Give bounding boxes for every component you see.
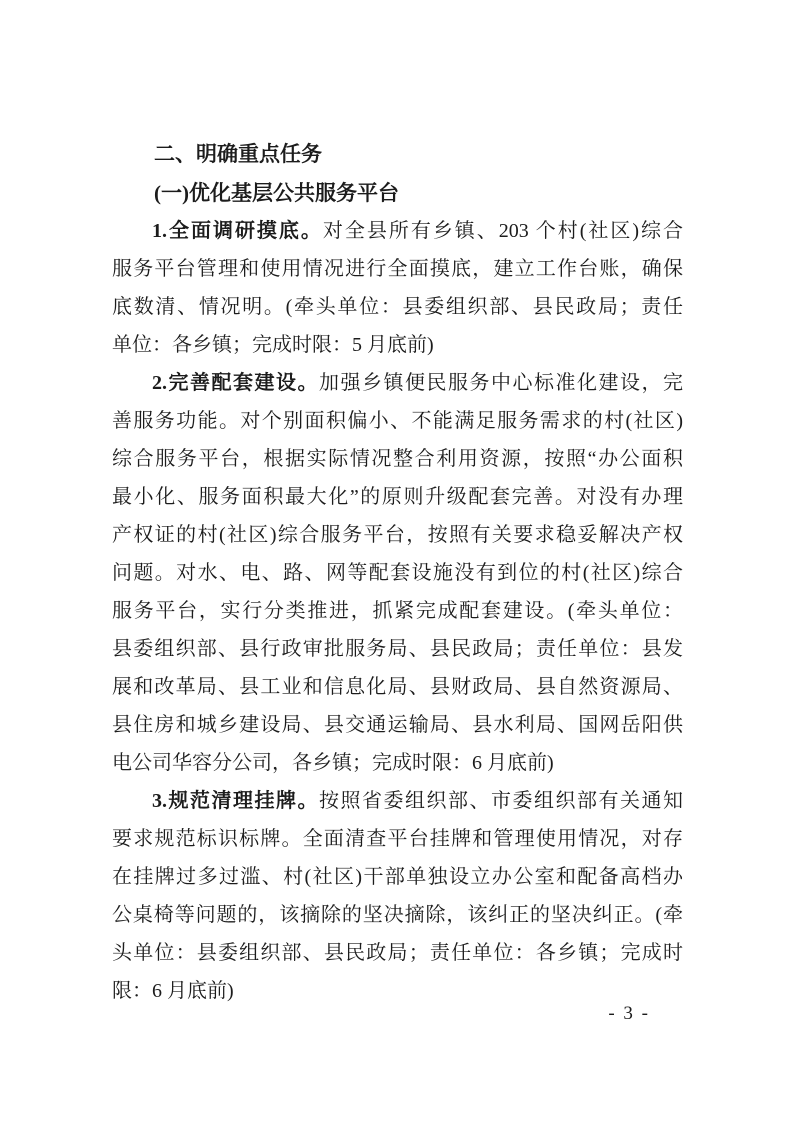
document-line xyxy=(112,364,683,402)
document-line xyxy=(112,326,683,364)
document-line xyxy=(112,478,683,516)
lead-emphasis: 2.完善配套建设。 xyxy=(152,372,319,394)
lead-emphasis: 二、明确重点任务 xyxy=(154,143,322,166)
text-segment: 按照省委组织部、市委组织部有关通知 xyxy=(319,790,683,812)
document-line xyxy=(112,972,683,1010)
document-line xyxy=(112,440,683,478)
heading-level-1 xyxy=(112,136,683,174)
text-segment: 服务平台，实行分类推进，抓紧完成配套建设。(牵头单位： xyxy=(112,600,683,622)
document-line xyxy=(112,706,683,744)
document-line xyxy=(112,858,683,896)
document-line xyxy=(112,630,683,668)
text-segment: 加强乡镇便民服务中心标准化建设，完 xyxy=(319,372,683,394)
lead-emphasis: 3.规范清理挂牌。 xyxy=(152,790,319,812)
text-segment: 善服务功能。对个别面积偏小、不能满足服务需求的村(社区) xyxy=(112,410,683,432)
text-segment: 问题。对水、电、路、网等配套设施没有到位的村(社区)综合 xyxy=(112,562,683,584)
document-line xyxy=(112,516,683,554)
text-segment: 公桌椅等问题的，该摘除的坚决摘除，该纠正的坚决纠正。(牵 xyxy=(112,904,683,926)
document-line xyxy=(112,782,683,820)
lead-emphasis: (一)优化基层公共服务平台 xyxy=(154,181,399,205)
document-line xyxy=(112,820,683,858)
page-number: - 3 - xyxy=(608,1003,650,1024)
text-segment: 最小化、服务面积最大化”的原则升级配套完善。对没有办理 xyxy=(112,486,683,508)
lead-emphasis: 1.全面调研摸底。 xyxy=(152,220,323,242)
text-segment: 限：6 月底前) xyxy=(112,980,234,1002)
text-segment: 产权证的村(社区)综合服务平台，按照有关要求稳妥解决产权 xyxy=(112,524,683,546)
text-segment: 单位：各乡镇；完成时限：5 月底前) xyxy=(112,334,434,356)
document-line xyxy=(112,934,683,972)
document-line xyxy=(112,250,683,288)
document-line xyxy=(112,212,683,250)
document-line xyxy=(112,592,683,630)
document-line xyxy=(112,554,683,592)
text-segment: 县住房和城乡建设局、县交通运输局、县水利局、国网岳阳供 xyxy=(112,714,683,736)
document-body xyxy=(112,136,683,1010)
text-segment: 县委组织部、县行政审批服务局、县民政局；责任单位：县发 xyxy=(112,638,683,660)
heading-level-2 xyxy=(112,174,683,212)
document-line xyxy=(112,896,683,934)
text-segment: 展和改革局、县工业和信息化局、县财政局、县自然资源局、 xyxy=(112,676,683,698)
document-line xyxy=(112,288,683,326)
text-segment: 电公司华容分公司，各乡镇；完成时限：6 月底前) xyxy=(112,752,554,774)
document-line xyxy=(112,402,683,440)
text-segment: 在挂牌过多过滥、村(社区)干部单独设立办公室和配备高档办 xyxy=(112,866,683,888)
text-segment: 头单位：县委组织部、县民政局；责任单位：各乡镇；完成时 xyxy=(112,942,683,964)
text-segment: 服务平台管理和使用情况进行全面摸底，建立工作台账，确保 xyxy=(112,258,683,280)
text-segment: 底数清、情况明。(牵头单位：县委组织部、县民政局；责任 xyxy=(112,296,683,318)
document-line xyxy=(112,668,683,706)
text-segment: 要求规范标识标牌。全面清查平台挂牌和管理使用情况，对存 xyxy=(112,828,683,850)
text-segment: 综合服务平台，根据实际情况整合利用资源，按照“办公面积 xyxy=(112,448,683,470)
text-segment: 对全县所有乡镇、203 个村(社区)综合 xyxy=(322,220,683,242)
document-line xyxy=(112,744,683,782)
